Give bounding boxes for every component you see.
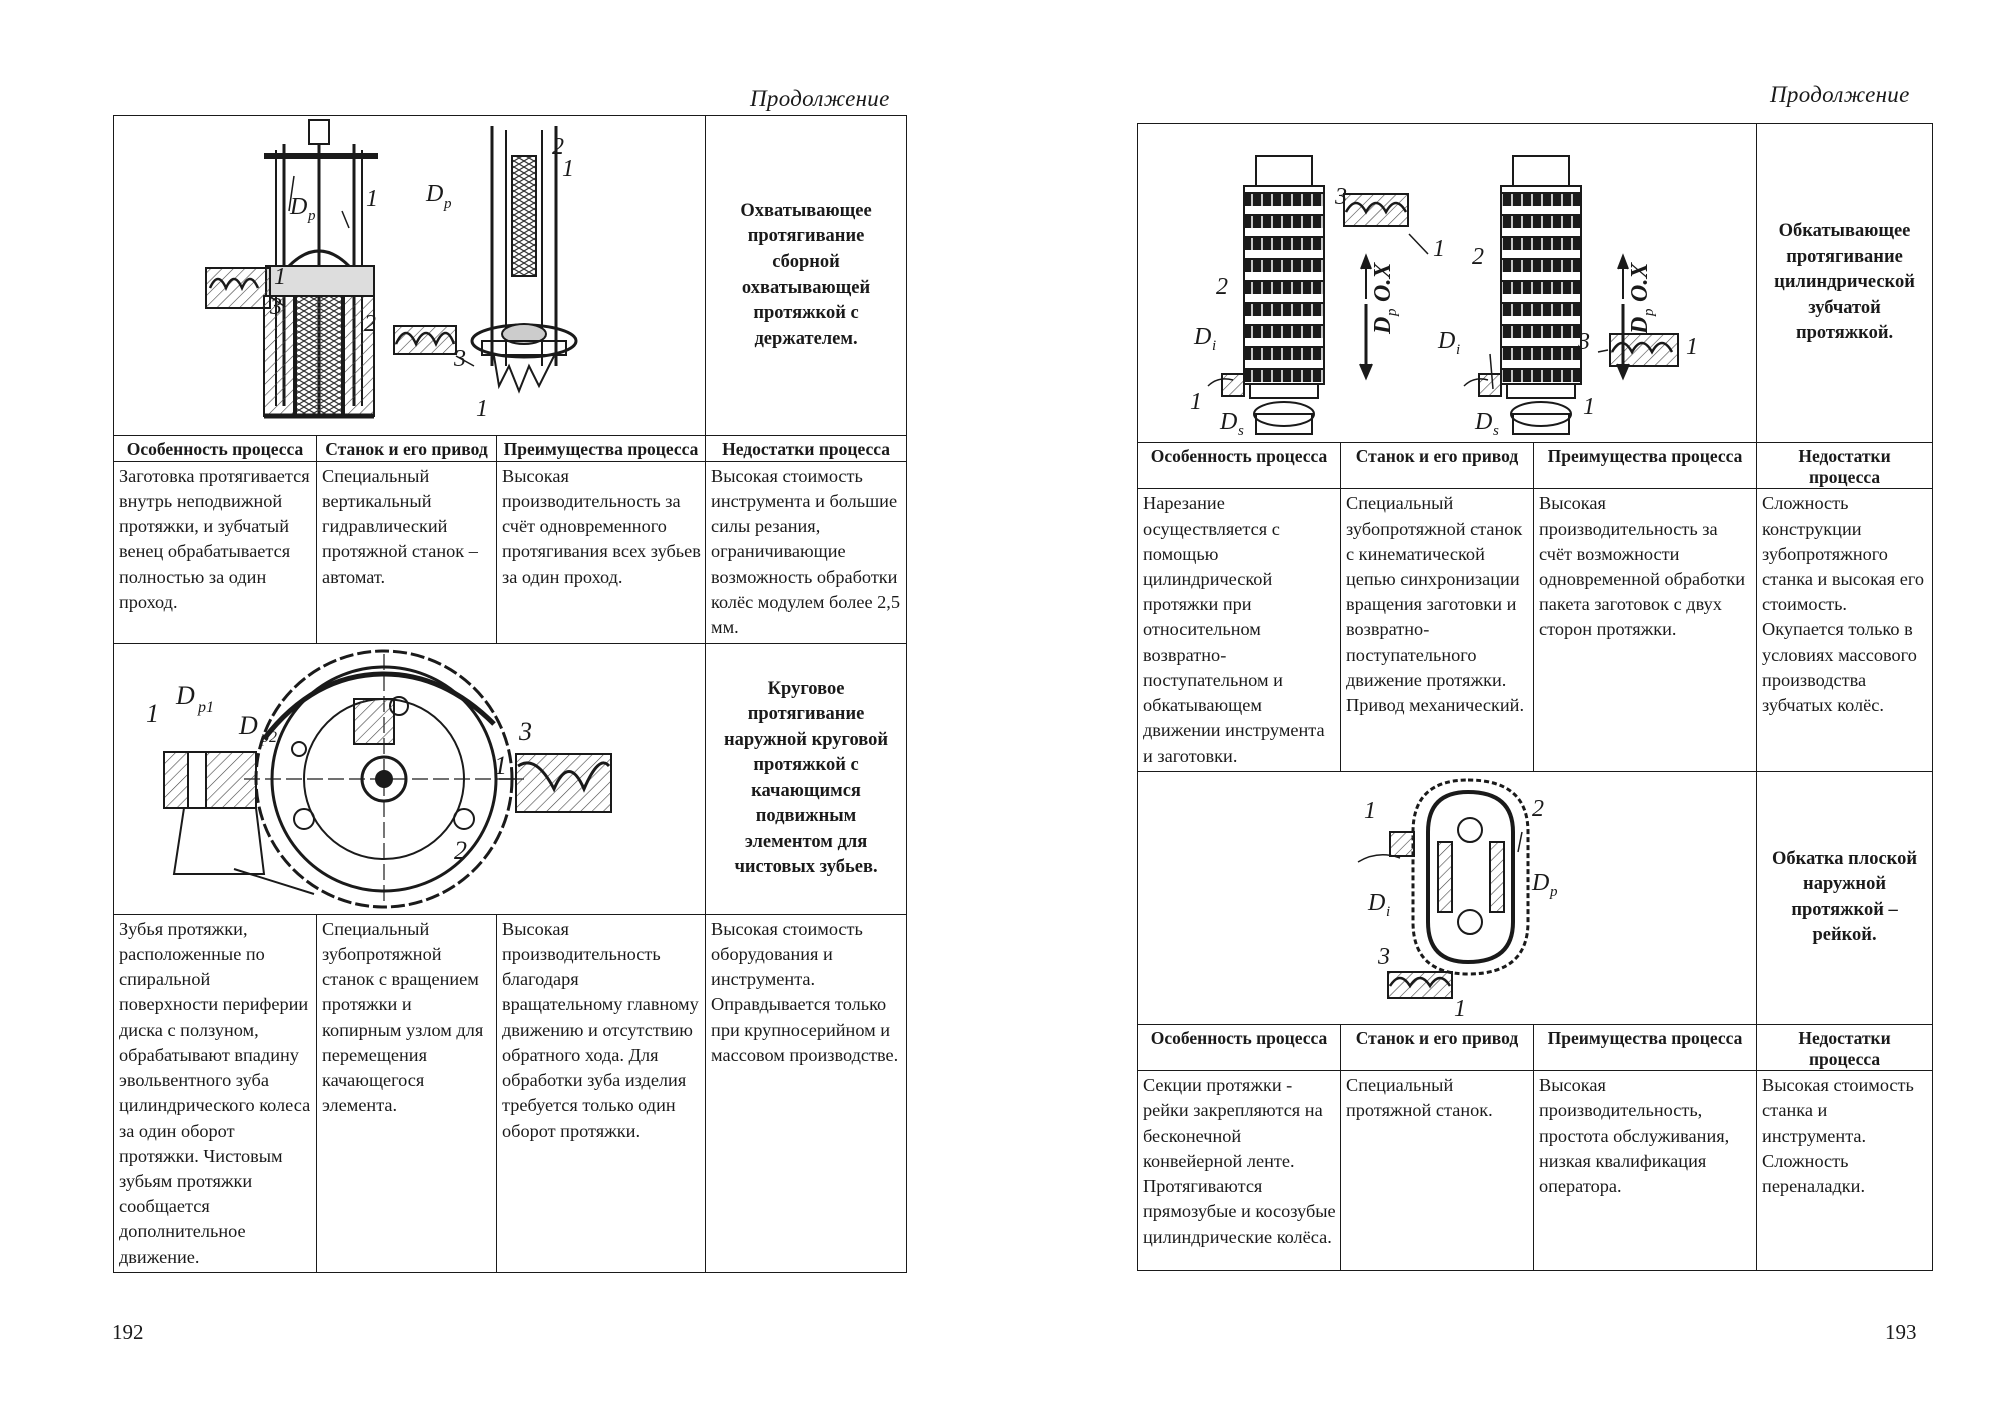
row1-machine: Специальный вертикальный гидравлический протяжной станок – автомат. (317, 461, 497, 643)
header-feature-2: Особенность процесса (1138, 1024, 1341, 1070)
label-1b: 1 (562, 156, 574, 182)
page-number: 193 (1885, 1320, 1917, 1344)
row1-machine: Специальный зубопротяжной станок с кинематической цепью синхронизации вращения заготовки и возвратно-поступательного движение протяжки. Привод механический. (1341, 489, 1534, 772)
header-machine: Станок и его привод (1341, 443, 1534, 489)
label-dp2: D (239, 710, 258, 740)
figure-rolling-broaching (1138, 124, 1757, 443)
label-dpox-2: D (1627, 316, 1653, 334)
label-dp-2: D (426, 181, 444, 207)
label-di-2: D (1438, 328, 1456, 354)
row2-advantages: Высокая производительность благодаря вращательному главному движению и отсутствию обратного хода. Для обработки зуба изделия требуется только один оборот протяжки. (497, 914, 706, 1272)
enveloping-broach-drawing (114, 116, 706, 435)
label-dp1: D (176, 680, 195, 710)
label-3a: 3 (1335, 184, 1347, 210)
label-1d: 1 (1583, 394, 1595, 420)
process-table (113, 115, 907, 1273)
label-2b: 2 (364, 311, 376, 337)
label-dpox: D (1370, 316, 1396, 334)
label-1b: 1 (1454, 995, 1466, 1022)
label-dpox-2-sub: р (1641, 308, 1657, 316)
figure-enveloping-broaching (114, 116, 706, 436)
label-3b: 3 (1578, 329, 1590, 355)
label-2: 2 (1532, 795, 1544, 822)
label-dp: D (1532, 869, 1550, 896)
process-table (1137, 123, 1933, 1271)
label-3b: 3 (454, 346, 466, 372)
rack-broach-drawing (1138, 772, 1757, 1024)
running-head: Продолжение (1770, 82, 1910, 107)
label-ds-2: D (1475, 409, 1493, 435)
label-dp-sub: р (1550, 883, 1558, 900)
label-di: D (1194, 324, 1212, 350)
label-2a: 2 (1216, 274, 1228, 300)
figure-circular-broaching (114, 643, 706, 914)
header-advantages-2: Преимущества процесса (1534, 1024, 1757, 1070)
row2-feature: Секции протяжки - рейки закрепляются на бесконечной конвейерной ленте. Протягиваются прямозубые и косозубые цилиндрические колёса. (1138, 1071, 1341, 1271)
row1-disadvantages: Высокая стоимость инструмента и большие силы резания, ограничивающие возможность обработки колёс модулем более 2,5 мм. (706, 461, 907, 643)
header-disadvantages: Недостатки процесса (1757, 443, 1933, 489)
label-1a: 1 (146, 698, 159, 728)
label-ox: O.X (1370, 262, 1396, 302)
row1-advantages: Высокая производительность за счёт одновременного протягивания всех зубьев за один проход. (497, 461, 706, 643)
row2-machine: Специальный зубопротяжной станок с вращением протяжки и копирным узлом для перемещения качающегося элемента. (317, 914, 497, 1272)
circular-broach-drawing (114, 644, 706, 914)
row2-title: Круговое протягивание наружной круговой протяжкой с качающимся подвижным элементом для чистовых зубьев. (706, 643, 907, 914)
label-dp: D (290, 194, 308, 220)
label-3a: 3 (270, 294, 282, 320)
header-feature: Особенность процесса (114, 436, 317, 462)
label-1c: 1 (274, 264, 286, 290)
row2-advantages: Высокая производительность, простота обслуживания, низкая квалификация оператора. (1534, 1071, 1757, 1271)
row1-feature: Заготовка протягивается внутрь неподвижной протяжки, и зубчатый венец обрабатывается полностью за один проход. (114, 461, 317, 643)
header-disadvantages-2: Недостатки процесса (1757, 1024, 1933, 1070)
row2-disadvantages: Высокая стоимость оборудования и инструмента. Оправдывается только при крупносерийном и массовом производстве. (706, 914, 907, 1272)
label-dp-2-sub: р (444, 196, 452, 212)
label-1a: 1 (1364, 797, 1376, 824)
label-ds: D (1220, 409, 1238, 435)
row2-machine: Специальный протяжной станок. (1341, 1071, 1534, 1271)
page-number: 192 (112, 1320, 144, 1344)
label-3: 3 (1378, 943, 1390, 970)
label-2b: 2 (1472, 244, 1484, 270)
running-head: Продолжение (750, 86, 890, 111)
label-dp1-sub: р1 (198, 698, 214, 716)
header-advantages: Преимущества процесса (1534, 443, 1757, 489)
row1-disadvantages: Сложность конструкции зубопротяжного станка и высокая его стоимость. Окупается только в условиях массового производства зубчатых колёс. (1757, 489, 1933, 772)
row2-title: Обкатка плоской наружной протяжкой – рейкой. (1757, 771, 1933, 1024)
label-1a: 1 (1433, 236, 1445, 262)
row2-disadvantages: Высокая стоимость станка и инструмента. Сложность переналадки. (1757, 1071, 1933, 1271)
label-1a: 1 (366, 186, 378, 212)
right-page (1000, 0, 2000, 1422)
label-1c: 1 (1686, 334, 1698, 360)
label-dp-sub: р (308, 208, 316, 224)
label-3: 3 (519, 716, 532, 746)
label-di-sub: i (1386, 903, 1391, 920)
row1-title: Обкатывающее протягивание цилиндрической зубчатой протяжкой. (1757, 124, 1933, 443)
label-1b: 1 (494, 750, 507, 780)
figure-rack-broaching (1138, 771, 1757, 1024)
label-dp2-sub: р2 (261, 728, 277, 746)
label-di: D (1368, 889, 1386, 916)
label-dpox-sub: р (1384, 308, 1400, 316)
header-disadvantages: Недостатки процесса (706, 436, 907, 462)
row2-feature: Зубья протяжки, расположенные по спиральной поверхности периферии диска с ползуном, обрабатывают впадину эвольвентного зуба цилиндрического колеса за один оборот протяжки. Чистовым зубьям протяжки сообщается дополнительное движение. (114, 914, 317, 1272)
label-di-2-sub: i (1456, 342, 1461, 358)
label-ox-2: O.X (1627, 262, 1653, 302)
header-machine: Станок и его привод (317, 436, 497, 462)
label-2: 2 (454, 835, 467, 865)
row1-advantages: Высокая производительность за счёт возможности одновременной обработки пакета заготовок с двух сторон протяжки. (1534, 489, 1757, 772)
row1-title: Охватывающее протягивание сборной охватывающей протяжкой с держателем. (706, 116, 907, 436)
label-ds-sub: s (1238, 423, 1244, 439)
rolling-broach-drawing (1138, 124, 1757, 442)
label-di-sub: i (1212, 338, 1217, 354)
header-feature: Особенность процесса (1138, 443, 1341, 489)
label-1b: 1 (1190, 389, 1202, 415)
header-machine-2: Станок и его привод (1341, 1024, 1534, 1070)
label-2a: 2 (552, 134, 564, 160)
label-ds-2-sub: s (1493, 423, 1499, 439)
label-1d: 1 (476, 396, 488, 422)
header-advantages: Преимущества процесса (497, 436, 706, 462)
row1-feature: Нарезание осуществляется с помощью цилиндрической протяжки при относительном возвратно-поступательном и обкатывающем движении инструмента и заготовки. (1138, 489, 1341, 772)
